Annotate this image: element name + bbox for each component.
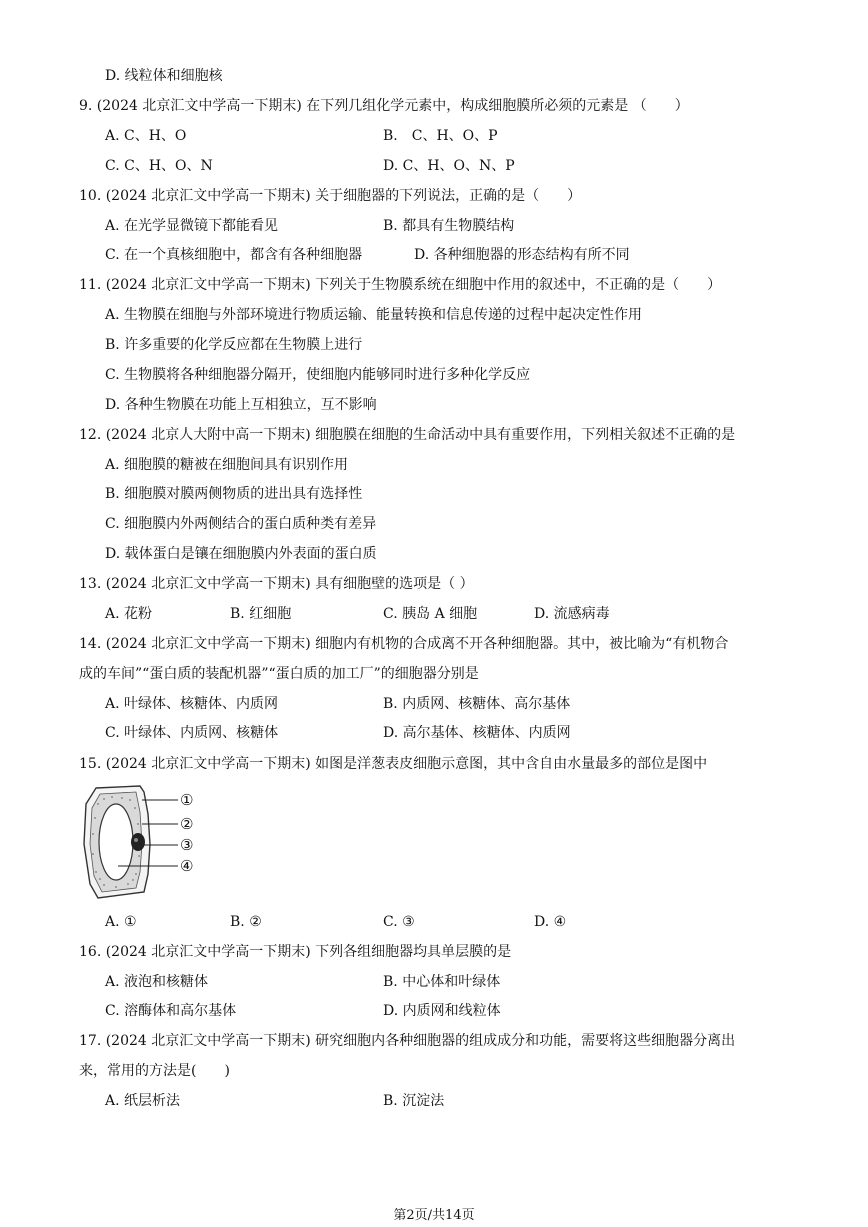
vacuole xyxy=(99,804,133,880)
q16-option-d: D. 内质网和线粒体 xyxy=(383,1003,501,1019)
q13-option-a: A. 花粉 xyxy=(105,606,153,622)
q14-option-d: D. 高尔基体、核糖体、内质网 xyxy=(383,725,571,741)
q15-option-c: C. ③ xyxy=(383,914,415,930)
q17-stem-line1: 17. (2024 北京汇文中学高一下期末) 研究细胞内各种细胞器的组成成分和功能，需要将这些细胞器分离出 xyxy=(79,1033,736,1049)
q14-stem-line1: 14. (2024 北京汇文中学高一下期末) 细胞内有机物的合成离不开各种细胞器。其中，被比喻为“有机物合 xyxy=(79,636,729,652)
onion-cell-figure xyxy=(78,784,208,902)
figure-label-2: ② xyxy=(180,815,194,833)
q8-option-d: D. 线粒体和细胞核 xyxy=(105,68,223,84)
q13-option-b: B. 红细胞 xyxy=(230,606,292,622)
q12-option-a: A. 细胞膜的糖被在细胞间具有识别作用 xyxy=(105,457,349,473)
q11-option-a: A. 生物膜在细胞与外部环境进行物质运输、能量转换和信息传递的过程中起决定性作用 xyxy=(105,307,643,323)
q10-option-d: D. 各种细胞器的形态结构有所不同 xyxy=(414,247,630,263)
q10-option-b: B. 都具有生物膜结构 xyxy=(383,218,515,234)
q14-stem-line2: 成的车间”“蛋白质的装配机器”“蛋白质的加工厂”的细胞器分别是 xyxy=(79,666,479,682)
q15-option-a: A. ① xyxy=(105,914,137,930)
q16-stem: 16. (2024 北京汇文中学高一下期末) 下列各组细胞器均具单层膜的是 xyxy=(79,944,512,960)
nucleolus xyxy=(134,838,138,842)
q10-stem: 10. (2024 北京汇文中学高一下期末) 关于细胞器的下列说法，正确的是（ ） xyxy=(79,188,582,204)
q9-option-c: C. C、H、O、N xyxy=(105,158,213,174)
q15-option-b: B. ② xyxy=(230,914,262,930)
q13-option-d: D. 流感病毒 xyxy=(534,606,610,622)
q14-option-a: A. 叶绿体、核糖体、内质网 xyxy=(105,696,279,712)
q12-option-c: C. 细胞膜内外两侧结合的蛋白质种类有差异 xyxy=(105,516,377,532)
q9-option-b: B. C、H、O、P xyxy=(383,128,498,144)
q16-option-c: C. 溶酶体和高尔基体 xyxy=(105,1003,237,1019)
q11-option-c: C. 生物膜将各种细胞器分隔开，使细胞内能够同时进行多种化学反应 xyxy=(105,367,531,383)
q10-option-a: A. 在光学显微镜下都能看见 xyxy=(105,218,279,234)
q11-stem: 11. (2024 北京汇文中学高一下期末) 下列关于生物膜系统在细胞中作用的叙述中，不正确的是（ ） xyxy=(79,277,722,293)
q12-option-b: B. 细胞膜对膜两侧物质的进出具有选择性 xyxy=(105,486,363,502)
q17-option-a: A. 纸层析法 xyxy=(105,1093,181,1109)
page-number: 第2页/共14页 xyxy=(393,1208,475,1223)
q17-option-b: B. 沉淀法 xyxy=(383,1093,445,1109)
q12-stem: 12. (2024 北京人大附中高一下期末) 细胞膜在细胞的生命活动中具有重要作用，下列相关叙述不正确的是 xyxy=(79,427,736,443)
q17-stem-line2: 来，常用的方法是( ) xyxy=(79,1063,230,1079)
q15-stem: 15. (2024 北京汇文中学高一下期末) 如图是洋葱表皮细胞示意图，其中含自由水量最多的部位是图中 xyxy=(79,756,708,772)
figure-label-1: ① xyxy=(180,791,194,809)
q13-option-c: C. 胰岛 A 细胞 xyxy=(383,606,478,622)
q13-stem: 13. (2024 北京汇文中学高一下期末) 具有细胞壁的选项是（ ） xyxy=(79,576,474,592)
q14-option-c: C. 叶绿体、内质网、核糖体 xyxy=(105,725,279,741)
figure-label-3: ③ xyxy=(180,836,194,854)
q11-option-b: B. 许多重要的化学反应都在生物膜上进行 xyxy=(105,337,363,353)
nucleus xyxy=(131,833,145,851)
q16-option-a: A. 液泡和核糖体 xyxy=(105,974,209,990)
q9-stem: 9. (2024 北京汇文中学高一下期末) 在下列几组化学元素中，构成细胞膜所必须的元素是 （ ） xyxy=(79,98,689,114)
q10-option-c: C. 在一个真核细胞中，都含有各种细胞器 xyxy=(105,247,363,263)
q16-option-b: B. 中心体和叶绿体 xyxy=(383,974,501,990)
q9-option-a: A. C、H、O xyxy=(105,128,187,144)
q11-option-d: D. 各种生物膜在功能上互相独立，互不影响 xyxy=(105,397,377,413)
q12-option-d: D. 载体蛋白是镶在细胞膜内外表面的蛋白质 xyxy=(105,546,377,562)
q14-option-b: B. 内质网、核糖体、高尔基体 xyxy=(383,696,571,712)
figure-label-4: ④ xyxy=(180,857,194,875)
q15-option-d: D. ④ xyxy=(534,914,567,930)
q9-option-d: D. C、H、O、N、P xyxy=(383,158,515,174)
